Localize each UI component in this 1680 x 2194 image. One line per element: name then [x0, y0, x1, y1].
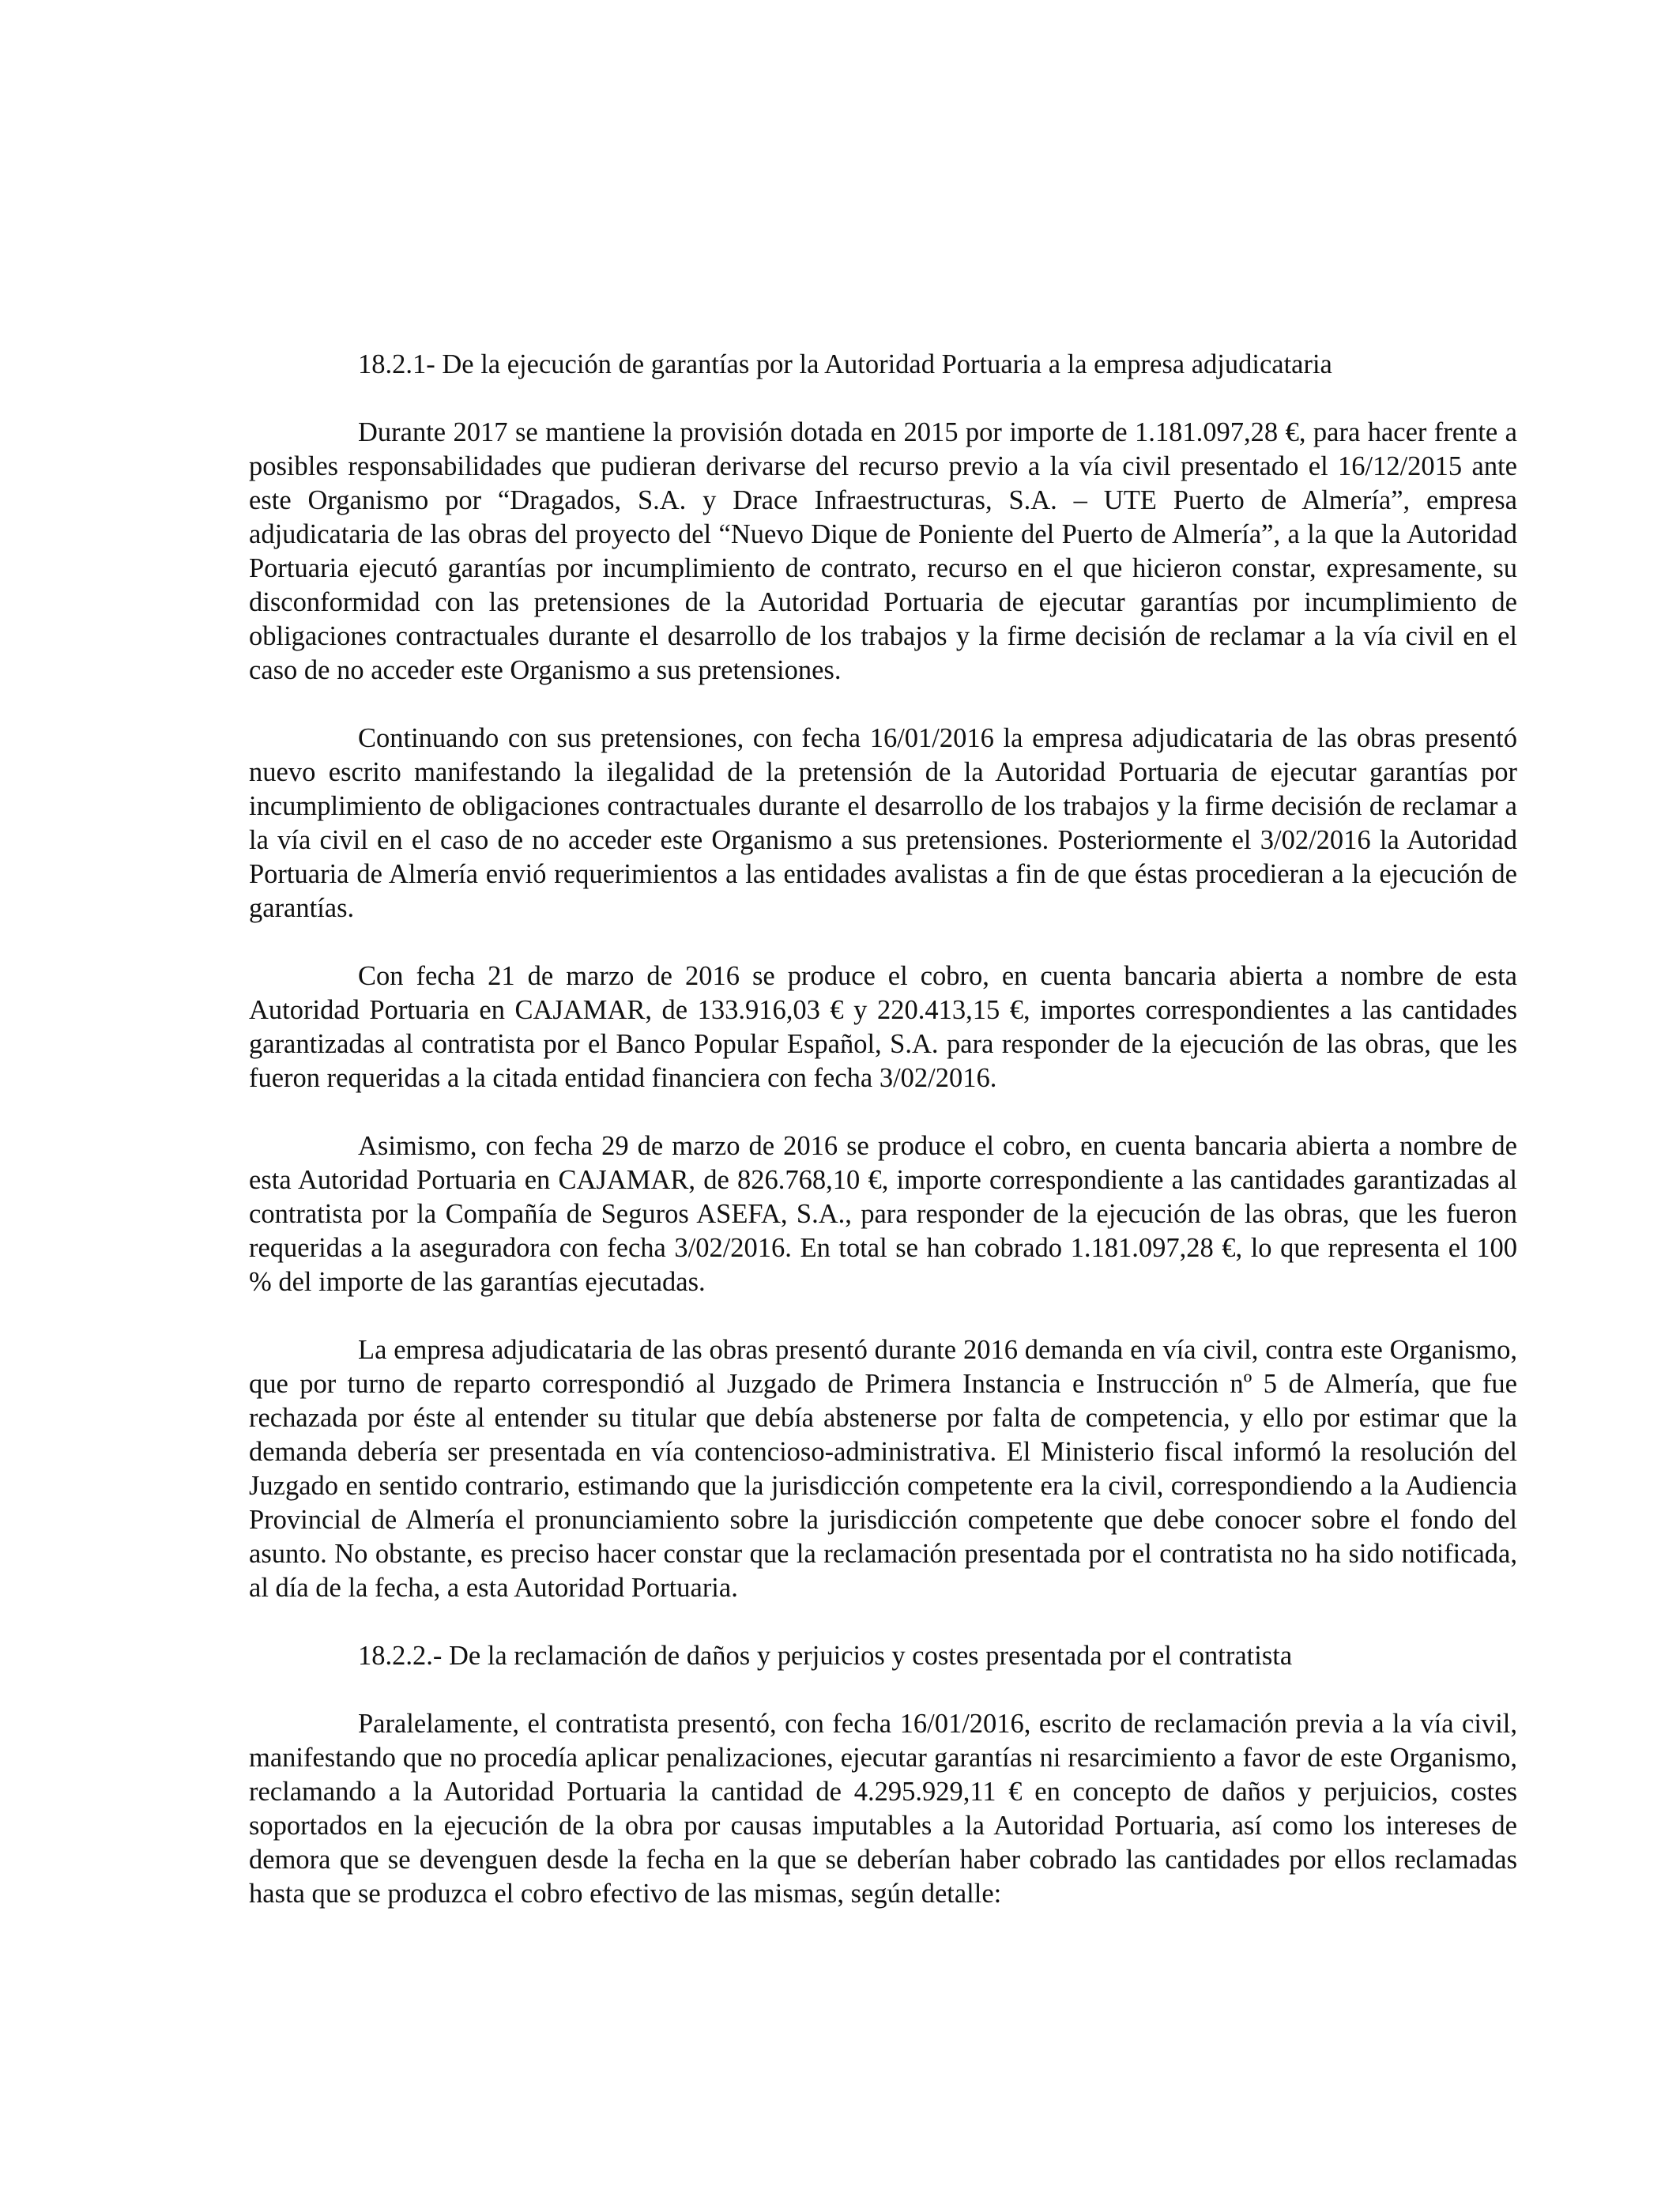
paragraph-demanda-civil: La empresa adjudicataria de las obras presentó durante 2016 demanda en vía civil, contra este Organismo, que por turno de reparto correspondió al Juzgado de Primera Instancia e Instrucción nº 5 de Almería, que fue rechazada por éste al entender su titular que debía abstenerse por falta de competencia, y ello por estimar que la demanda debería ser presentada en vía contencioso-administrativa. El Ministerio fiscal informó la resolución del Juzgado en sentido contrario, estimando que la jurisdicción competente era la civil, correspondiendo a la Audiencia Provincial de Almería el pronunciamiento sobre la jurisdicción competente que debe conocer sobre el fondo del asunto. No obstante, es preciso hacer constar que la reclamación presentada por el contratista no ha sido notificada, al día de la fecha, a esta Autoridad Portuaria.: [249, 1335, 1517, 1603]
paragraph-cobro-marzo-21: Con fecha 21 de marzo de 2016 se produce el cobro, en cuenta bancaria abierta a nombre de esta Autoridad Portuaria en CAJAMAR, de 133.916,03 € y 220.413,15 €, importes correspondientes a las cantidades garantizadas al contratista por el Banco Popular Español, S.A. para responder de la ejecución de las obras, que les fueron requeridas a la citada entidad financiera con fecha 3/02/2016.: [249, 961, 1517, 1093]
spacer: [249, 1299, 1517, 1333]
spacer: [249, 1095, 1517, 1129]
paragraph-cobro-marzo-29: Asimismo, con fecha 29 de marzo de 2016 se produce el cobro, en cuenta bancaria abierta a nombre de esta Autoridad Portuaria en CAJAMAR, de 826.768,10 €, importe correspondiente a las cantidades garantizadas al contratista por la Compañía de Seguros ASEFA, S.A., para responder de la ejecución de las obras, que les fueron requeridas a la aseguradora con fecha 3/02/2016. En total se han cobrado 1.181.097,28 €, lo que representa el 100 % del importe de las garantías ejecutadas.: [249, 1131, 1517, 1297]
spacer: [249, 1605, 1517, 1639]
paragraph-provision: Durante 2017 se mantiene la provisión dotada en 2015 por importe de 1.181.097,28 €, para hacer frente a posibles responsabilidades que pudieran derivarse del recurso previo a la vía civil presentado el 16/12/2015 ante este Organismo por “Dragados, S.A. y Drace Infraestructuras, S.A. – UTE Puerto de Almería”, empresa adjudicataria de las obras del proyecto del “Nuevo Dique de Poniente del Puerto de Almería”, a la que la Autoridad Portuaria ejecutó garantías por incumplimiento de contrato, recurso en el que hicieron constar, expresamente, su disconformidad con las pretensiones de la Autoridad Portuaria de ejecutar garantías por incumplimiento de obligaciones contractuales durante el desarrollo de los trabajos y la firme decisión de reclamar a la vía civil en el caso de no acceder este Organismo a sus pretensiones.: [249, 417, 1517, 685]
spacer: [249, 382, 1517, 416]
paragraph-reclamacion: Paralelamente, el contratista presentó, con fecha 16/01/2016, escrito de reclamación previa a la vía civil, manifestando que no procedía aplicar penalizaciones, ejecutar garantías ni resarcimiento a favor de este Organismo, reclamando a la Autoridad Portuaria la cantidad de 4.295.929,11 € en concepto de daños y perjuicios, costes soportados en la ejecución de la obra por causas imputables a la Autoridad Portuaria, así como los intereses de demora que se devenguen desde la fecha en la que se deberían haber cobrado las cantidades por ellos reclamadas hasta que se produzca el cobro efectivo de las mismas, según detalle:: [249, 1709, 1517, 1909]
section-heading-18-2-1: 18.2.1- De la ejecución de garantías por la Autoridad Portuaria a la empresa adjudicataria: [358, 349, 1332, 379]
spacer: [249, 1673, 1517, 1707]
document-body: [249, 348, 1517, 1911]
paragraph-continuando: Continuando con sus pretensiones, con fecha 16/01/2016 la empresa adjudicataria de las obras presentó nuevo escrito manifestando la ilegalidad de la pretensión de la Autoridad Portuaria de ejecutar garantías por incumplimiento de obligaciones contractuales durante el desarrollo de los trabajos y la firme decisión de reclamar a la vía civil en el caso de no acceder este Organismo a sus pretensiones. Posteriormente el 3/02/2016 la Autoridad Portuaria de Almería envió requerimientos a las entidades avalistas a fin de que éstas procedieran a la ejecución de garantías.: [249, 723, 1517, 923]
spacer: [249, 925, 1517, 959]
section-heading-18-2-2: 18.2.2.- De la reclamación de daños y perjuicios y costes presentada por el contratista: [358, 1641, 1293, 1671]
spacer: [249, 688, 1517, 722]
